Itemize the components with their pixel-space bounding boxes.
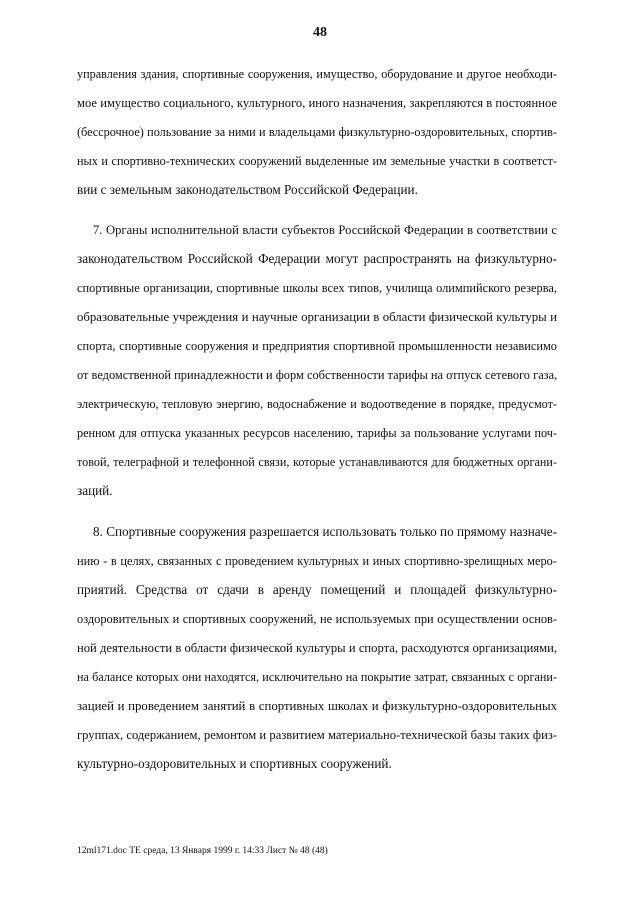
text-line: (бессрочное) пользование за ними и владельцами физкультурно-оздоровительных, спортив- <box>77 125 557 139</box>
text-line: нию - в целях, связанных с проведением культурных и иных спортивно-зрелищных меро- <box>77 554 557 568</box>
paragraph-7-first-line: 7. Органы исполнительной власти субъектов Российской Федерации в соответствии с <box>93 223 557 237</box>
text-line: оздоровительных и спортивных сооружений, не используемых при осуществлении основ- <box>77 612 557 626</box>
text-line: на балансе которых они находятся, исключительно на покрытие затрат, связанных с органи- <box>77 670 557 684</box>
text-line: спорта, спортивные сооружения и предприятия спортивной промышленности независимо <box>77 339 557 353</box>
text-line: приятий. Средства от сдачи в аренду помещений и площадей физкультурно- <box>77 582 557 597</box>
text-line: мое имущество социального, культурного, иного назначения, закрепляются в постоянное <box>77 96 557 110</box>
text-line: заций. <box>77 483 113 498</box>
text-line: культурно-оздоровительных и спортивных сооружений. <box>77 756 392 771</box>
text-line: спортивные организации, спортивные школы всех типов, училища олимпийского резерва, <box>77 281 557 295</box>
document-footer: 12ml171.doc ТЕ среда, 13 Января 1999 г. 14:33 Лист № 48 (48) <box>77 846 328 856</box>
text-line: от ведомственной принадлежности и форм собственности тарифы на отпуск сетевого газа, <box>77 368 558 382</box>
text-line: электрическую, тепловую энергию, водоснабжение и водоотведение в порядке, предусмот- <box>77 397 557 411</box>
text-line: вии с земельным законодательством Российской Федерации. <box>77 182 418 197</box>
paragraph-8-first-line: 8. Спортивные сооружения разрешается использовать только по прямому назначе- <box>93 524 557 539</box>
text-line: законодательством Российской Федерации могут распространять на физкультурно- <box>77 251 557 266</box>
text-line: образовательные учреждения и научные организации в области физической культуры и <box>77 310 557 324</box>
text-line: товой, телеграфной и телефонной связи, которые устанавливаются для бюджетных органи- <box>77 455 557 469</box>
text-line: зацией и проведением занятий в спортивных школах и физкультурно-оздоровительных <box>77 699 557 713</box>
page-number: 48 <box>313 25 327 40</box>
text-line: управления здания, спортивные сооружения, имущество, оборудование и другое необходи- <box>77 67 557 81</box>
text-line: ренном для отпуска указанных ресурсов населению, тарифы за пользование услугами поч- <box>77 426 557 440</box>
text-line: ных и спортивно-технических сооружений выделенные им земельные участки в соответст- <box>77 154 557 168</box>
text-line: группах, содержанием, ремонтом и развитием материально-технической базы таких физ- <box>77 728 557 742</box>
text-line: ной деятельности в области физической культуры и спорта, расходуются организациями, <box>77 641 557 655</box>
